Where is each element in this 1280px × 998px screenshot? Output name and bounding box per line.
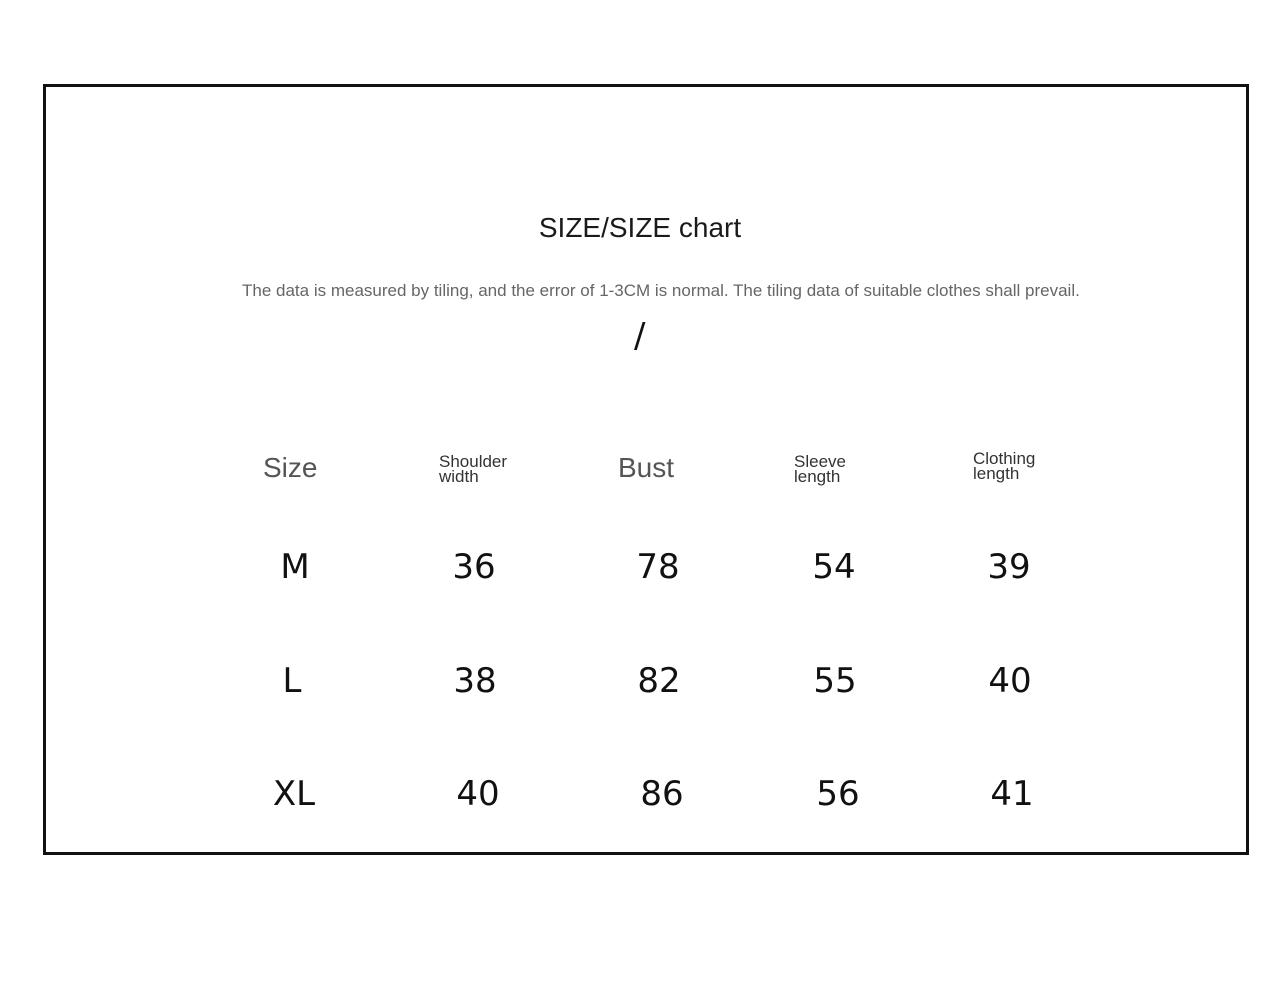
separator-slash: / <box>634 316 646 356</box>
cell-length-xl: 41 <box>990 774 1034 814</box>
cell-length-m: 39 <box>987 547 1031 587</box>
cell-bust-m: 78 <box>636 547 680 587</box>
cell-sleeve-m: 54 <box>812 547 856 587</box>
header-shoulder-width-line2: width <box>439 467 479 486</box>
cell-shoulder-l: 38 <box>453 661 497 701</box>
cell-size-xl: XL <box>272 774 316 814</box>
header-clothing-length-line2: length <box>973 464 1020 483</box>
header-shoulder-width-line1: Shoulder <box>439 452 508 471</box>
header-bust: Bust <box>618 452 675 483</box>
cell-bust-xl: 86 <box>640 774 684 814</box>
header-sleeve-length-line1: Sleeve <box>794 452 846 471</box>
cell-sleeve-l: 55 <box>813 661 857 701</box>
chart-title: SIZE/SIZE chart <box>538 212 742 243</box>
cell-sleeve-xl: 56 <box>816 774 860 814</box>
header-clothing-length-line1: Clothing <box>973 449 1036 468</box>
header-shoulder-width <box>439 454 507 484</box>
header-sleeve-length <box>794 454 846 484</box>
cell-shoulder-xl: 40 <box>456 774 500 814</box>
cell-size-l: L <box>282 661 302 701</box>
cell-size-m: M <box>280 547 310 587</box>
cell-shoulder-m: 36 <box>452 547 496 587</box>
cell-bust-l: 82 <box>637 661 681 701</box>
measurement-note: The data is measured by tiling, and the error of 1-3CM is normal. The tiling data of suitable clothes shall prevail. <box>242 281 1080 300</box>
header-clothing-length <box>973 451 1035 481</box>
cell-length-l: 40 <box>988 661 1032 701</box>
header-sleeve-length-line2: length <box>794 467 841 486</box>
header-size: Size <box>263 452 318 483</box>
